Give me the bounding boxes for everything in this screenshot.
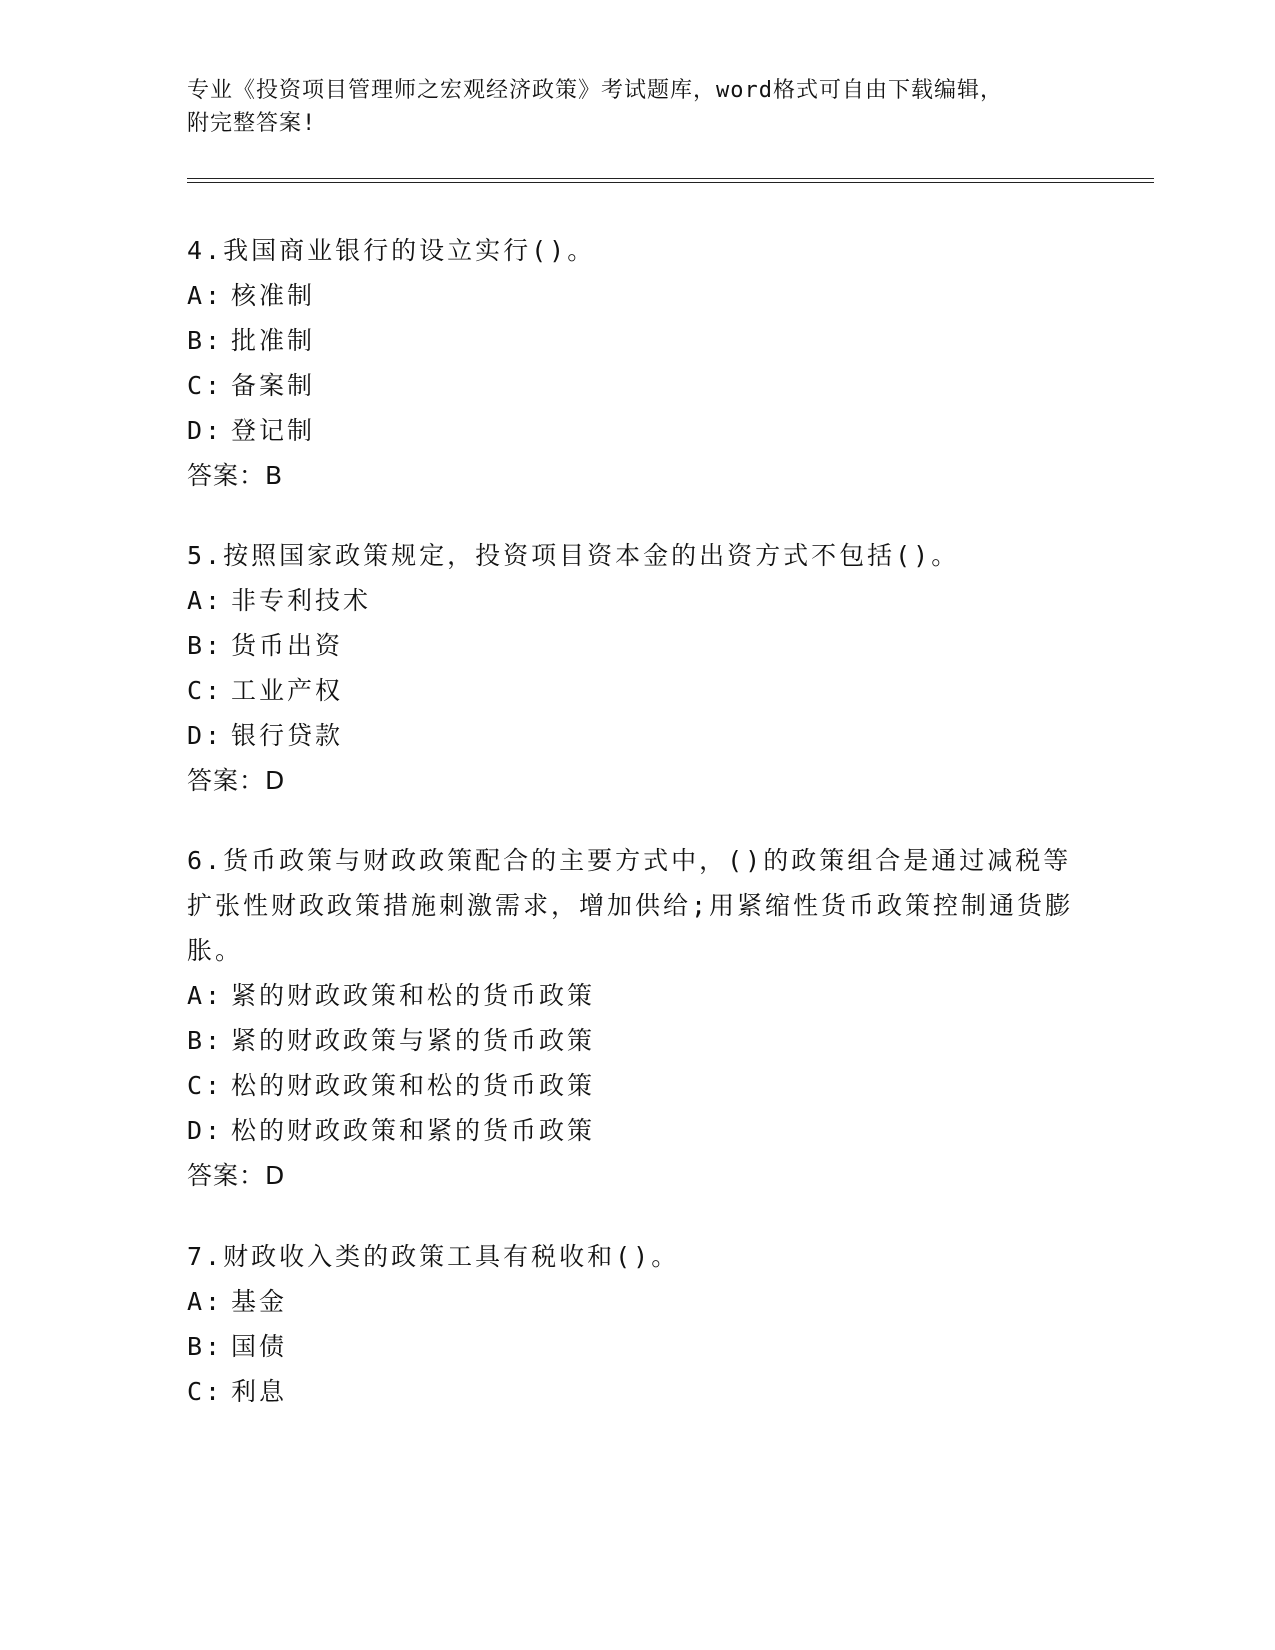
option-letter: A: bbox=[187, 281, 224, 310]
option-b bbox=[187, 1018, 1087, 1063]
option-letter: B: bbox=[187, 326, 224, 355]
header-line-2: 附完整答案! bbox=[187, 111, 317, 136]
answer: 答案：D bbox=[187, 766, 286, 795]
document-header bbox=[187, 74, 1087, 140]
question-7 bbox=[187, 1234, 1087, 1414]
option-text: 松的财政政策和松的货币政策 bbox=[231, 1071, 596, 1100]
option-text: 备案制 bbox=[231, 371, 316, 400]
option-text: 登记制 bbox=[231, 416, 316, 445]
option-b bbox=[187, 1324, 1087, 1369]
header-divider bbox=[187, 178, 1154, 183]
question-4 bbox=[187, 228, 1087, 498]
header-line-1: 专业《投资项目管理师之宏观经济政策》考试题库，word格式可自由下载编辑， bbox=[187, 78, 1003, 103]
option-c bbox=[187, 668, 1087, 713]
option-letter: B: bbox=[187, 631, 224, 660]
option-text: 工业产权 bbox=[231, 676, 344, 705]
option-letter: D: bbox=[187, 1116, 224, 1145]
option-letter: C: bbox=[187, 676, 224, 705]
option-d bbox=[187, 408, 1087, 453]
option-c bbox=[187, 1063, 1087, 1108]
option-b bbox=[187, 623, 1087, 668]
option-letter: B: bbox=[187, 1026, 224, 1055]
option-a bbox=[187, 1279, 1087, 1324]
option-text: 利息 bbox=[231, 1377, 288, 1406]
option-letter: C: bbox=[187, 1377, 224, 1406]
option-text: 核准制 bbox=[231, 281, 316, 310]
option-text: 非专利技术 bbox=[231, 586, 372, 615]
question-6 bbox=[187, 838, 1087, 1198]
option-letter: D: bbox=[187, 416, 224, 445]
option-letter: D: bbox=[187, 721, 224, 750]
question-5 bbox=[187, 533, 1087, 803]
answer: 答案：D bbox=[187, 1161, 286, 1190]
option-text: 紧的财政政策与紧的货币政策 bbox=[231, 1026, 596, 1055]
option-c bbox=[187, 363, 1087, 408]
option-text: 松的财政政策和紧的货币政策 bbox=[231, 1116, 596, 1145]
option-d bbox=[187, 713, 1087, 758]
option-letter: A: bbox=[187, 586, 224, 615]
option-text: 银行贷款 bbox=[231, 721, 344, 750]
option-text: 国债 bbox=[231, 1332, 288, 1361]
question-stem: 5.按照国家政策规定，投资项目资本金的出资方式不包括()。 bbox=[187, 541, 960, 570]
option-a bbox=[187, 578, 1087, 623]
option-d bbox=[187, 1108, 1087, 1153]
option-text: 批准制 bbox=[231, 326, 316, 355]
question-stem: 4.我国商业银行的设立实行()。 bbox=[187, 236, 596, 265]
option-text: 货币出资 bbox=[231, 631, 344, 660]
option-letter: B: bbox=[187, 1332, 224, 1361]
option-a bbox=[187, 273, 1087, 318]
option-b bbox=[187, 318, 1087, 363]
option-letter: A: bbox=[187, 1287, 224, 1316]
option-text: 紧的财政政策和松的货币政策 bbox=[231, 981, 596, 1010]
option-letter: C: bbox=[187, 371, 224, 400]
option-c bbox=[187, 1369, 1087, 1414]
option-letter: A: bbox=[187, 981, 224, 1010]
option-letter: C: bbox=[187, 1071, 224, 1100]
answer: 答案：B bbox=[187, 461, 284, 490]
option-a bbox=[187, 973, 1087, 1018]
question-stem: 6.货币政策与财政政策配合的主要方式中，()的政策组合是通过减税等扩张性财政政策措施刺激需求，增加供给;用紧缩性货币政策控制通货膨胀。 bbox=[187, 846, 1074, 965]
option-text: 基金 bbox=[231, 1287, 288, 1316]
question-stem: 7.财政收入类的政策工具有税收和()。 bbox=[187, 1242, 680, 1271]
